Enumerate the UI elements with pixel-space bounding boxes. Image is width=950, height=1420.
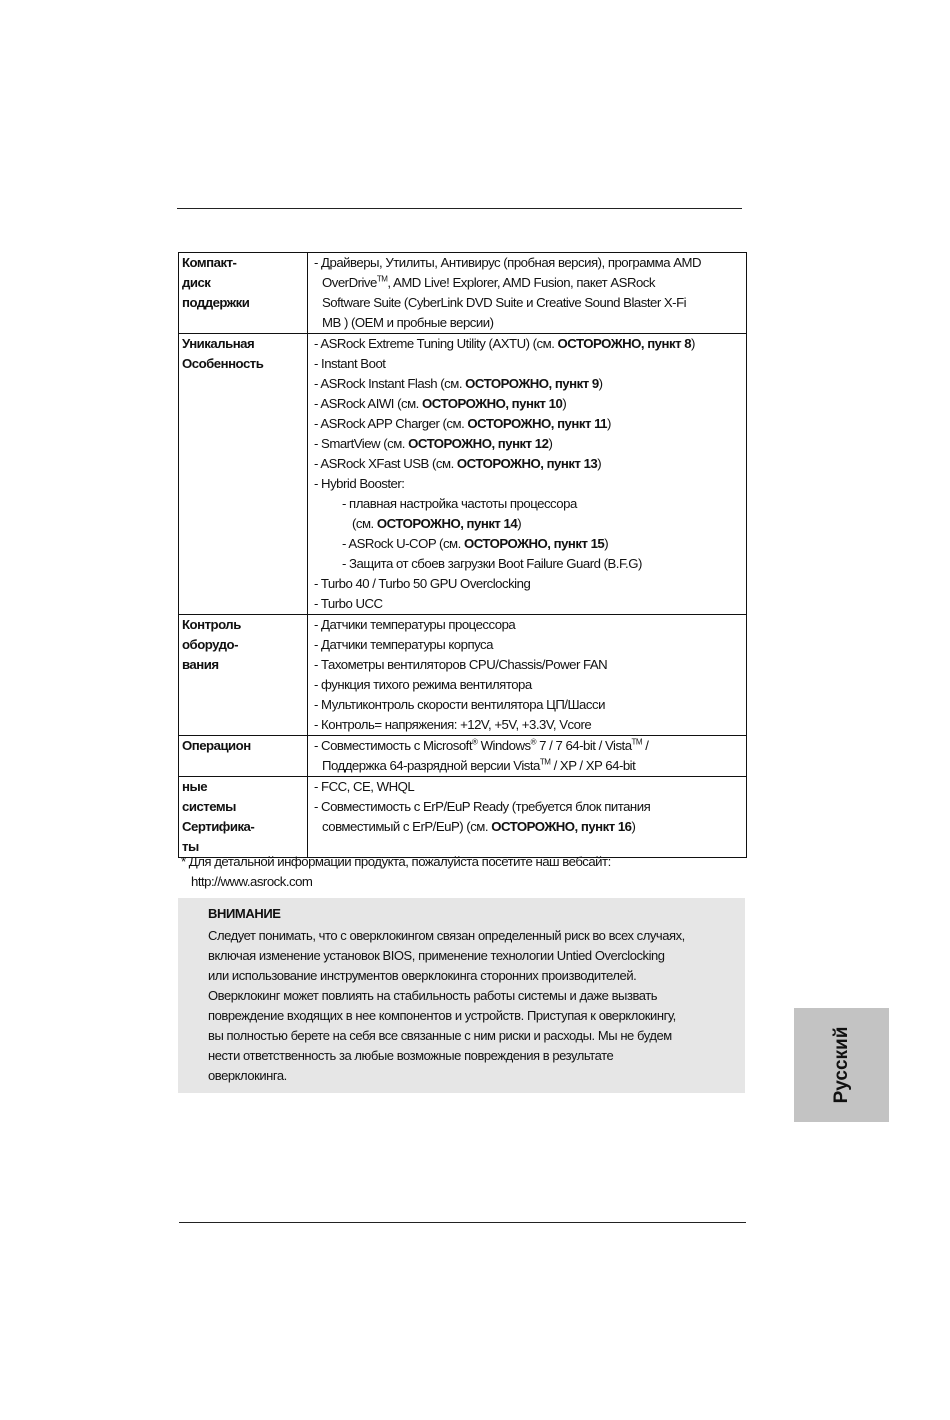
spec-content-cell [308,777,747,858]
caution-box [178,898,745,1093]
spec-label-line: ные [182,779,208,794]
spec-text: - Тахометры вентиляторов CPU/Chassis/Power FAN [314,657,608,672]
spec-text: Поддержка 64-разрядной версии Vista [322,758,540,773]
spec-content-line [308,253,746,273]
spec-row [179,777,747,858]
spec-text: Software Suite (CyberLink DVD Suite и Creative Sound Blaster X-Fi [322,295,687,310]
spec-content-line [308,777,746,797]
spec-content-line [308,797,746,817]
spec-text: - Turbo 40 / Turbo 50 GPU Overclocking [314,576,531,591]
spec-label-cell [179,253,308,334]
header-rule [177,208,742,209]
caution-line: или использование инструментов оверклокинга сторонних производителей. [208,968,637,983]
spec-text: 7 / 7 64-bit / Vista [535,738,632,753]
caution-reference: ОСТОРОЖНО, пункт 16 [491,819,632,834]
spec-content-line [308,594,746,614]
superscript-mark: ® [472,737,478,747]
spec-label-line: ты [182,839,199,854]
spec-content-line [308,474,746,494]
specifications-table-body [179,253,747,858]
caution-reference: ОСТОРОЖНО, пункт 10 [422,396,563,411]
caution-reference: ОСТОРОЖНО, пункт 8 [557,336,692,351]
spec-content-line [308,414,746,434]
spec-text: ) [562,396,567,411]
spec-content-line [308,354,746,374]
spec-content-line [308,554,746,574]
caution-title: ВНИМАНИЕ [208,906,281,921]
spec-text: - ASRock U-COP (см. [342,536,464,551]
spec-text: OverDrive [322,275,377,290]
spec-row [179,334,747,615]
spec-label-line: Сертифика- [182,819,255,834]
spec-text: ) [517,516,522,531]
caution-line: Оверклокинг может повлиять на стабильность работы системы и даже вызвать [208,988,658,1003]
spec-label-cell [179,615,308,736]
spec-text: - Контроль= напряжения: +12V, +5V, +3.3V, Vcore [314,717,592,732]
superscript-mark: ® [530,737,536,747]
spec-content-line [308,334,746,354]
spec-text: - Мультиконтроль скорости вентилятора ЦП/Шасси [314,697,605,712]
spec-text: - ASRock XFast USB (см. [314,456,457,471]
caution-reference: ОСТОРОЖНО, пункт 11 [467,416,608,431]
spec-content-line [308,615,746,635]
language-tab [794,1008,889,1122]
caution-line: Следует понимать, что с оверклокингом связан определенный риск во всех случаях, [208,928,685,943]
spec-content-line [308,514,746,534]
spec-text: Windows [477,738,531,753]
spec-text: - ASRock Instant Flash (см. [314,376,466,391]
caution-body [208,926,685,1086]
spec-text: - Защита от сбоев загрузки Boot Failure Guard (B.F.G) [342,556,642,571]
spec-text: - FCC, CE, WHQL [314,779,415,794]
spec-text: - SmartView (см. [314,436,409,451]
spec-text: - ASRock AIWI (см. [314,396,423,411]
caution-reference: ОСТОРОЖНО, пункт 13 [456,456,598,471]
spec-content-line [308,454,746,474]
spec-text: , AMD Live! Explorer, AMD Fusion, пакет ASRock [387,275,655,290]
spec-text: - ASRock APP Charger (см. [314,416,468,431]
spec-text: ) [604,536,609,551]
footnote-url: http://www.asrock.com [191,874,313,889]
spec-content-cell [308,736,747,777]
spec-text: / XP / XP 64-bit [550,758,636,773]
spec-text: / [642,738,649,753]
spec-text: ) [598,376,603,391]
spec-content-line [308,655,746,675]
spec-content-line [308,434,746,454]
caution-reference: ОСТОРОЖНО, пункт 9 [465,376,599,391]
spec-row [179,253,747,334]
spec-label-cell [179,777,308,858]
caution-line: вы полностью берете на себя все связанные с ним риски и расходы. Мы не будем [208,1028,672,1043]
spec-content-line [308,293,746,313]
spec-text: - Instant Boot [314,356,386,371]
footer-rule [179,1222,746,1223]
spec-content-line [308,695,746,715]
spec-label-line: Уникальная [182,336,255,351]
spec-label-line: Операцион [182,738,251,753]
spec-content-cell [308,253,747,334]
caution-line: повреждение входящих в нее компонентов и устройств. Приступая к оверклокингу, [208,1008,676,1023]
caution-reference: ОСТОРОЖНО, пункт 12 [408,436,549,451]
specifications-table [178,252,747,858]
spec-label-line: Контроль [182,617,241,632]
spec-content-line [308,635,746,655]
spec-text: ) [691,336,695,351]
spec-text: ) [548,436,553,451]
caution-reference: ОСТОРОЖНО, пункт 15 [463,536,605,551]
spec-text: (см. [352,516,377,531]
spec-label-cell [179,334,308,615]
spec-text: ) [631,819,636,834]
spec-text: - Датчики температуры корпуса [314,637,493,652]
caution-line: нести ответственность за любые возможные повреждения в результате [208,1048,614,1063]
spec-content-line [308,534,746,554]
spec-content-line [308,817,746,837]
spec-text: - функция тихого режима вентилятора [314,677,532,692]
spec-label-line: системы [182,799,236,814]
spec-row [179,736,747,777]
spec-content-line [308,675,746,695]
spec-text: ) [607,416,611,431]
spec-content-cell [308,334,747,615]
spec-row [179,615,747,736]
spec-content-cell [308,615,747,736]
spec-text: - Hybrid Booster: [314,476,405,491]
caution-reference: ОСТОРОЖНО, пункт 14 [376,516,518,531]
superscript-mark: TM [631,737,643,747]
superscript-mark: TM [539,757,551,767]
spec-text: - Turbo UCC [314,596,383,611]
spec-label-line: вания [182,657,219,672]
spec-content-line [308,715,746,735]
footnote-text: * Для детальной информации продукта, пожалуйста посетите наш вебсайт: [181,854,611,869]
language-tab-label: Русский [830,1026,852,1104]
spec-content-line [308,494,746,514]
spec-text: - Совместимость с ErP/EuP Ready (требуется блок питания [314,799,651,814]
spec-label-line: оборудо- [182,637,238,652]
spec-content-line [308,394,746,414]
spec-text: - плавная настройка частоты процессора [342,496,577,511]
spec-content-line [308,736,746,756]
spec-content-line [308,273,746,293]
spec-text: MB ) (OEM и пробные версии) [322,315,494,330]
spec-label-line: поддержки [182,295,250,310]
spec-text: - Драйверы, Утилиты, Антивирус (пробная версия), программа AMD [314,255,702,270]
spec-content-line [308,574,746,594]
superscript-mark: TM [376,274,388,284]
spec-label-line: Компакт- [182,255,237,270]
spec-text: - ASRock Extreme Tuning Utility (AXTU) (см. [314,336,558,351]
spec-label-cell [179,736,308,777]
spec-label-line: диск [182,275,211,290]
caution-line: включая изменение установок BIOS, применение технологии Untied Overclocking [208,948,665,963]
footnote [181,852,741,892]
caution-line: оверклокинга. [208,1068,287,1083]
spec-text: - Совместимость с Microsoft [314,738,472,753]
spec-content-line [308,756,746,776]
spec-text: ) [597,456,602,471]
spec-text: совместимый с ErP/EuP) (см. [322,819,492,834]
spec-content-line [308,313,746,333]
spec-label-line: Особенность [182,356,264,371]
spec-content-line [308,374,746,394]
spec-text: - Датчики температуры процессора [314,617,516,632]
